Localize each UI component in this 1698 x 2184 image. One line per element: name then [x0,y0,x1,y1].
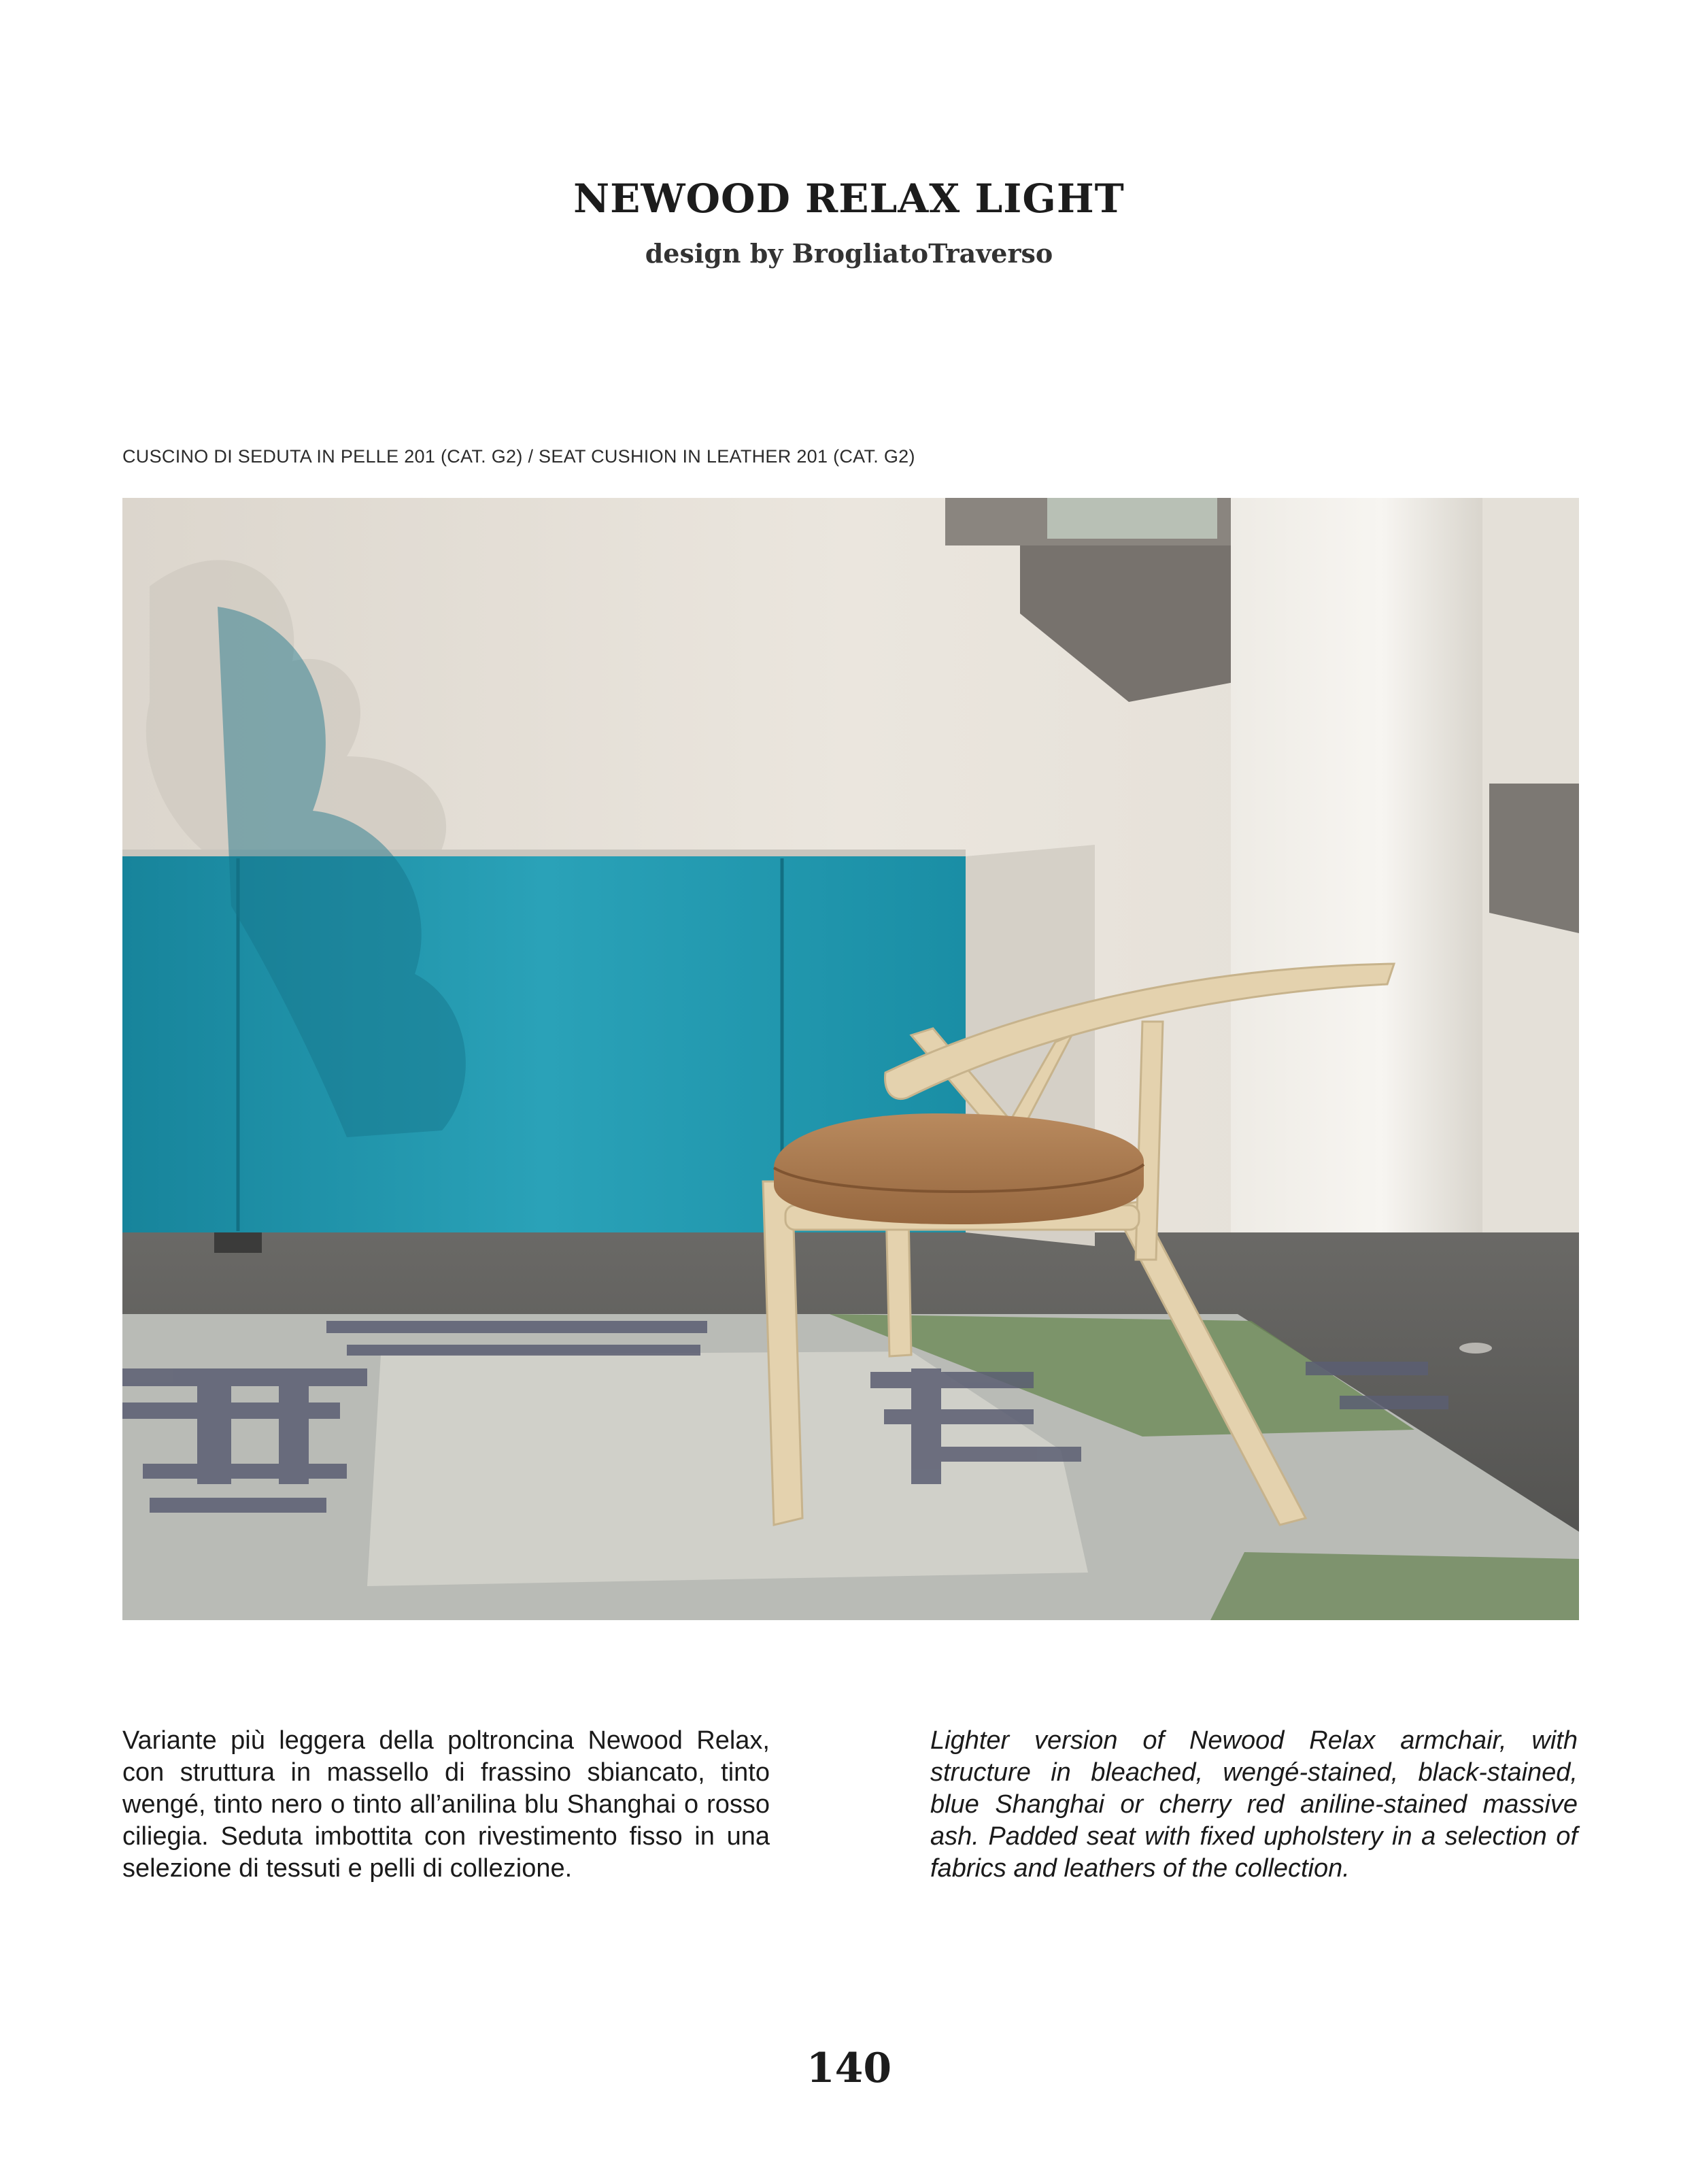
pillar [1231,498,1482,1280]
designer-credit: design by BrogliatoTraverso [645,238,1053,269]
description-italian: Variante più leggera della poltroncina Newood Relax, con struttura in massello di frassino sbiancato, tinto wengé, tinto nero o tinto all’anilina blu Shanghai o rosso ciliegia. Seduta imbottita con rivestimento fisso in una selezione di tessuti e pelli di collezione. [122,1726,770,1883]
photo-caption: CUSCINO DI SEDUTA IN PELLE 201 (CAT. G2) / SEAT CUSHION IN LEATHER 201 (CAT. G2) [122,446,915,467]
page-number: 140 [806,2045,892,2092]
product-title: NEWOOD RELAX LIGHT [573,175,1125,222]
seat-cushion [774,1113,1144,1224]
description-english: Lighter version of Newood Relax armchair, with structure in bleached, wengé-stained, black-stained, blue Shanghai or cherry red aniline-stained massive ash. Padded seat with fixed upholstery in a selection of fabrics and leathers of the collection. [930,1726,1578,1883]
floor-spotlight [1459,1343,1492,1354]
cabinet-foot [214,1232,262,1253]
product-photo [122,498,1579,1620]
